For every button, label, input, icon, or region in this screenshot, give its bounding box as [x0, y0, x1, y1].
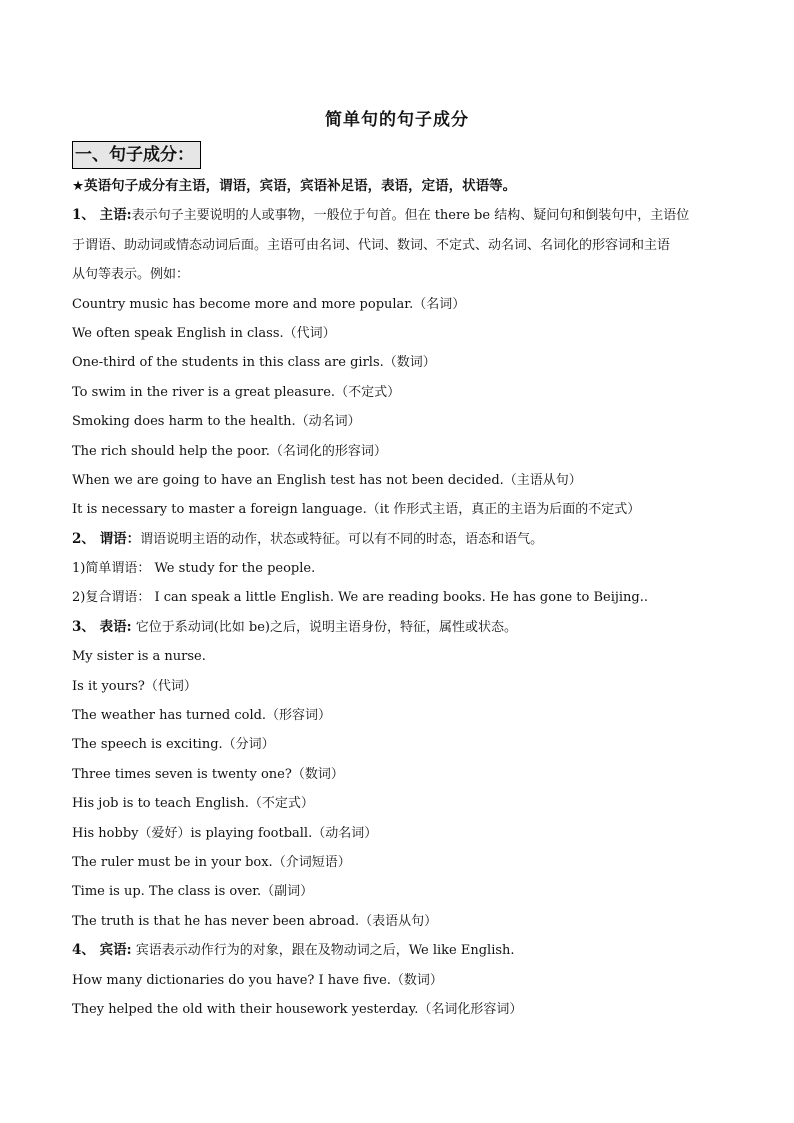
predicative-example: Time is up. The class is over.（副词）: [72, 884, 314, 900]
subject-line-1: 1、 主语:表示句子主要说明的人或事物，一般位于句首。但在 there be 结构、疑问句和倒装句中，主语位: [72, 207, 690, 224]
section-heading-sentence-components: 一、句子成分：: [72, 141, 201, 169]
subject-example: We often speak English in class.（代词）: [72, 325, 336, 341]
object-label: 4、 宾语:: [72, 942, 132, 959]
predicative-line: 3、 表语: 它位于系动词(比如 be)之后，说明主语身份，特征，属性或状态。: [72, 618, 518, 635]
subject-label: 1、 主语:: [72, 207, 132, 224]
predicative-label: 3、 表语:: [72, 618, 132, 635]
predicate-simple: 1)简单谓语： We study for the people.: [72, 561, 316, 577]
predicative-example: His job is to teach English.（不定式）: [72, 796, 314, 812]
page-title: 简单句的句子成分: [325, 110, 469, 130]
subject-example: When we are going to have an English test has not been decided.（主语从句）: [72, 472, 582, 488]
star-icon: ★: [72, 178, 85, 194]
document-body: [72, 172, 724, 1024]
predicative-example: The weather has turned cold.（形容词）: [72, 708, 332, 724]
subject-line-2: 于谓语、助动词或情态动词后面。主语可由名词、代词、数词、不定式、动名词、名词化的形容词和主语: [72, 237, 671, 253]
predicative-example: Is it yours?（代词）: [72, 678, 197, 694]
predicative-example: The ruler must be in your box.（介词短语）: [72, 854, 351, 870]
predicate-compound: 2)复合谓语： I can speak a little English. We are reading books. He has gone to Beijing..: [72, 590, 649, 606]
predicative-example: The truth is that he has never been abroad.（表语从句）: [72, 913, 438, 929]
predicative-example: Three times seven is twenty one?（数词）: [72, 766, 344, 782]
object-example: How many dictionaries do you have? I have five.（数词）: [72, 972, 443, 988]
object-example: They helped the old with their housework yesterday.（名词化形容词）: [72, 1001, 523, 1017]
predicative-example: The speech is exciting.（分词）: [72, 737, 275, 753]
subject-example: To swim in the river is a great pleasure.（不定式）: [72, 384, 401, 400]
predicative-example: My sister is a nurse.: [72, 649, 206, 665]
predicate-line: 2、 谓语：谓语说明主语的动作，状态或特征。可以有不同的时态，语态和语气。: [72, 530, 544, 547]
subject-line-3: 从句等表示。例如：: [72, 267, 190, 283]
subject-example: One-third of the students in this class are girls.（数词）: [72, 355, 436, 371]
intro-line: ★英语句子成分有主语，谓语，宾语，宾语补足语，表语，定语，状语等。: [72, 178, 517, 194]
subject-example: Country music has become more and more popular.（名词）: [72, 296, 466, 312]
subject-example: Smoking does harm to the health.（动名词）: [72, 414, 361, 430]
object-line: 4、 宾语: 宾语表示动作行为的对象，跟在及物动词之后，We like English.: [72, 942, 515, 959]
subject-example: It is necessary to master a foreign language.（it 作形式主语，真正的主语为后面的不定式）: [72, 502, 641, 518]
subject-example: The rich should help the poor.（名词化的形容词）: [72, 443, 387, 459]
predicative-example: His hobby（爱好）is playing football.（动名词）: [72, 825, 378, 841]
predicate-label: 2、 谓语：: [72, 530, 141, 547]
